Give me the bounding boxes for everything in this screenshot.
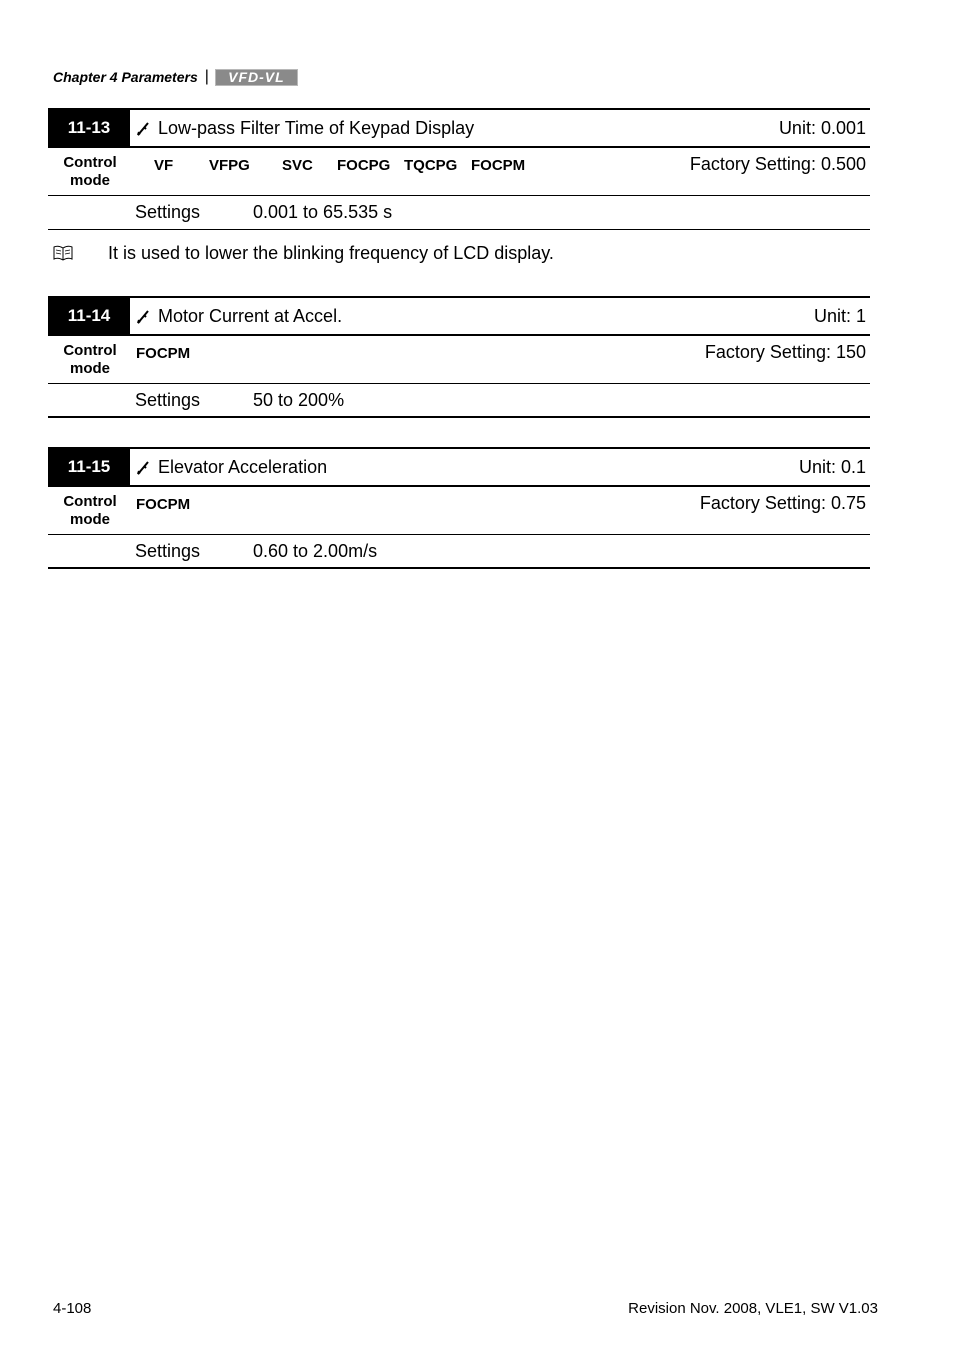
- mode-focpm: FOCPM: [136, 345, 191, 362]
- param-unit: Unit: 1: [813, 305, 866, 326]
- page-number: 4-108: [53, 1300, 92, 1317]
- mode-focpg: FOCPG: [337, 157, 391, 174]
- param-name: Elevator Acceleration: [158, 456, 328, 477]
- param-block-11-14: [48, 296, 870, 418]
- page-header: [53, 66, 298, 88]
- settings-value: 0.60 to 2.00m/s: [253, 540, 378, 561]
- mode-vfpg: VFPG: [209, 157, 250, 174]
- factory-setting: Factory Setting: 0.75: [699, 493, 866, 513]
- param-unit: Unit: 0.001: [778, 117, 866, 138]
- chapter-title: Chapter 4 Parameters: [53, 69, 198, 85]
- param-title-row: [48, 296, 870, 336]
- mode-svc: SVC: [282, 157, 313, 174]
- param-block-11-15: [48, 447, 870, 569]
- param-code: 11-14: [48, 298, 130, 334]
- factory-setting: Factory Setting: 150: [704, 342, 866, 362]
- param-code: 11-13: [48, 110, 130, 146]
- settings-label: Settings: [135, 389, 201, 410]
- control-mode-row: [48, 148, 870, 196]
- book-icon: [53, 245, 73, 261]
- mode-focpm: FOCPM: [136, 496, 191, 513]
- settings-row: [48, 535, 870, 569]
- control-mode-row: [48, 487, 870, 535]
- pen-icon: [136, 298, 150, 334]
- settings-value: 0.001 to 65.535 s: [253, 202, 393, 222]
- control-mode-label: Control mode: [63, 493, 117, 528]
- param-title-row: [48, 108, 870, 148]
- param-code: 11-15: [48, 449, 130, 485]
- param-name: Low-pass Filter Time of Keypad Display: [158, 117, 475, 138]
- control-mode-label: Control mode: [63, 342, 117, 377]
- note: [53, 241, 554, 265]
- control-mode-row: [48, 336, 870, 384]
- product-logo: VFD-VL: [215, 69, 298, 86]
- param-block-11-13: [48, 108, 870, 230]
- settings-label: Settings: [135, 202, 201, 222]
- settings-label: Settings: [135, 540, 201, 561]
- param-title-row: [48, 447, 870, 487]
- mode-focpm: FOCPM: [471, 157, 526, 174]
- factory-setting: Factory Setting: 0.500: [689, 154, 866, 174]
- mode-vf: VF: [154, 157, 174, 174]
- pen-icon: [136, 110, 150, 146]
- control-mode-label: Control mode: [63, 154, 117, 189]
- param-name: Motor Current at Accel.: [158, 305, 343, 326]
- param-unit: Unit: 0.1: [798, 456, 866, 477]
- settings-row: [48, 196, 870, 230]
- settings-row: [48, 384, 870, 418]
- pen-icon: [136, 449, 150, 485]
- settings-value: 50 to 200%: [253, 389, 345, 410]
- note-text: It is used to lower the blinking frequency of LCD display.: [108, 242, 554, 263]
- revision-info: Revision Nov. 2008, VLE1, SW V1.03: [628, 1300, 878, 1317]
- header-separator: |: [204, 68, 209, 85]
- mode-tqcpg: TQCPG: [404, 157, 458, 174]
